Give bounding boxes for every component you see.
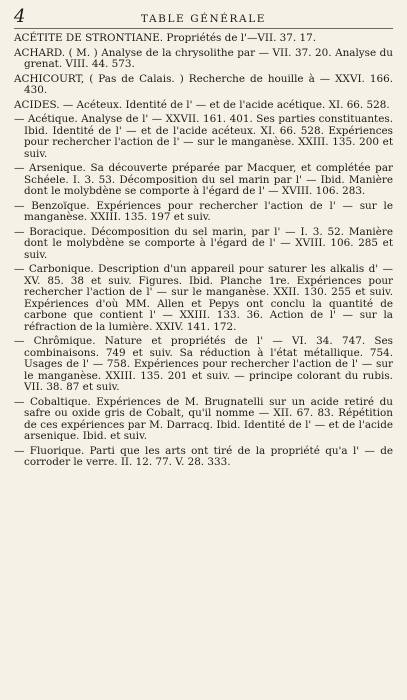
index-entry-achicourt: ACHICOURT, ( Pas de Calais. ) Recherche de houille à — XXVI. 166. 430.: [14, 72, 393, 96]
index-entries: [14, 33, 393, 469]
index-entry-boracique: — Boracique. Décomposition du sel marin, par l' — I. 3. 52. Manière dont le molybdène se comporte à l'égard de l' — XVIII. 106. 285 et suiv.: [14, 225, 393, 261]
index-entry-acetite-strontiane: ACÉTITE DE STRONTIANE. Propriétés de l'—VII. 37. 17.: [14, 32, 317, 44]
index-entry-arsenique: — Arsenique. Sa découverte préparée par Macquer, et complétée par Schéele. I. 3. 53. Décomposition du sel marin par l' — Ibid. Manière dont le molybdène se comporte à l'égard de l' — XVIII. 106. 283.: [14, 162, 393, 197]
index-entry-carbonique: — Carbonique. Description d'un appareil pour saturer les alkalis d' — XV. 85. 38 et suiv. Figures. Ibid. Planche 1re. Expériences pour rechercher l'action de l' — sur le manganèse. XXII. 130. 255 et suiv. Expériences d'où MM. Allen et Pepys ont conclu la quantité de carbone que contient l' — XXIII. 133. 36. Action de l' — sur la réfraction de la lumière. XXIV. 141. 172.: [14, 263, 393, 333]
page-header: [14, 6, 393, 29]
index-entry-achard: ACHARD. ( M. ) Analyse de la chrysolithe par — VII. 37. 20. Analyse du grenat. VIII. 44. 573.: [14, 46, 393, 70]
index-entry-cobaltique: — Cobaltique. Expériences de M. Brugnatelli sur un acide retiré du safre ou oxide gris de Cobalt, qu'il nomme — XII. 67. 83. Répétition de ces expériences par M. Darracq. Ibid. Identité de l' — et de l'acide arsenique. Ibid. et suiv.: [14, 395, 393, 442]
index-entry-chromique: — Chrômique. Nature et propriétés de l' — VI. 34. 747. Ses combinaisons. 749 et suiv. Sa réduction à l'état métallique. 754. Usages de l' — 758. Expériences pour rechercher l'action de l' — sur le manganèse. XXIII. 135. 201 et suiv. — principe colorant du rubis. VII. 38. 87 et suiv.: [14, 335, 393, 393]
page-number: 4: [14, 6, 26, 27]
running-title: TABLE GÉNÉRALE: [140, 13, 267, 25]
index-entry-fluorique: — Fluorique. Parti que les arts ont tiré de la propriété qu'a l' — de corroder le verre. II. 12. 77. V. 28. 333.: [14, 444, 393, 468]
index-entry-acides-aceteux: ACIDES. — Acéteux. Identité de l' — et de l'acide acétique. XI. 66. 528.: [14, 98, 390, 111]
index-entry-benzoique: — Benzoïque. Expériences pour rechercher l'action de l' — sur le manganèse. XXIII. 135. 197 et suiv.: [14, 199, 393, 223]
index-entry-acetique: — Acétique. Analyse de l' — XXVII. 161. 401. Ses parties constituantes. Ibid. Identité de l' — et de l'acide acéteux. XI. 66. 528. Expériences pour rechercher l'action de l' — sur le manganèse. XXIII. 135. 200 et suiv.: [14, 113, 393, 160]
